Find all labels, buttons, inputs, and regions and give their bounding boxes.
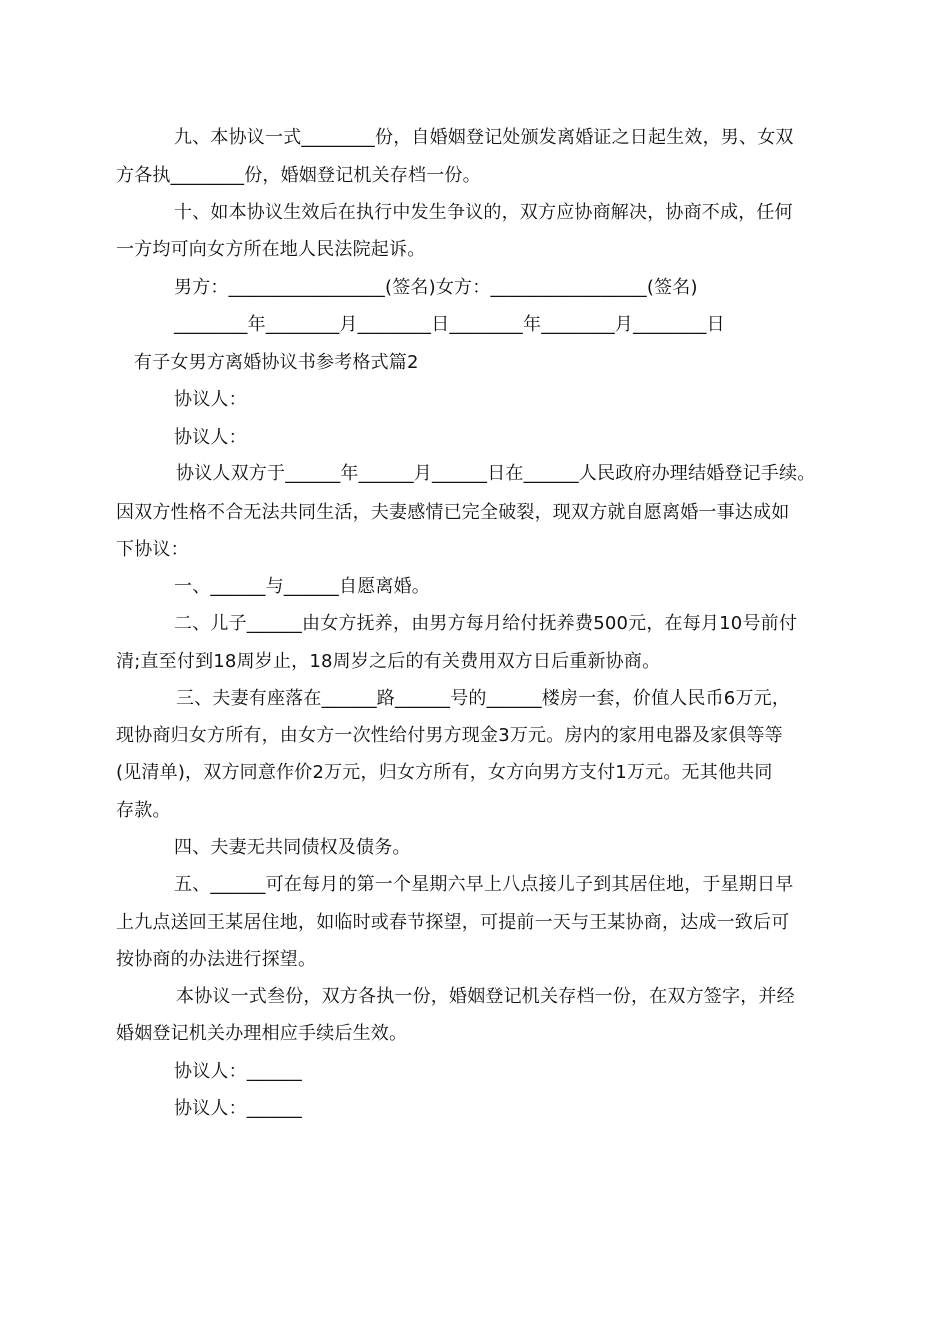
party-line-1: 协议人： — [174, 389, 247, 410]
clause-10-line-2: 一方均可向女方所在地人民法院起诉。 — [116, 239, 426, 260]
clause-5-line-1: 五、______可在每月的第一个星期六早上八点接儿子到其居住地，于星期日早 — [174, 874, 794, 895]
clause-9-line-2: 方各执________份，婚姻登记机关存档一份。 — [116, 165, 481, 186]
clause-2-line-1: 二、儿子______由女方抚养，由男方每月给付抚养费500元，在每月10号前付 — [174, 613, 798, 634]
date-line: ________年________月________日________年________月________日 — [174, 314, 725, 335]
clause-4-line-1: 四、夫妻无共同债权及债务。 — [174, 837, 411, 858]
clause-9-line-1: 九、本协议一式________份，自婚姻登记处颁发离婚证之日起生效，男、女双 — [174, 127, 794, 148]
clause-1-line-1: 一、______与______自愿离婚。 — [174, 576, 430, 597]
closing-line-2: 婚姻登记机关办理相应手续后生效。 — [116, 1023, 408, 1044]
signature-party-2: 协议人：______ — [174, 1098, 302, 1119]
signature-line: 男方：_________________(签名)女方：_________________(签名) — [174, 277, 698, 298]
section-heading: 有子女男方离婚协议书参考格式篇2 — [134, 352, 419, 373]
clause-3-line-4: 存款。 — [116, 800, 171, 821]
intro-line-2: 因双方性格不合无法共同生活，夫妻感情已完全破裂，现双方就自愿离婚一事达成如 — [116, 502, 790, 523]
clause-2-line-2: 清;直至付到18周岁止，18周岁之后的有关费用双方日后重新协商。 — [116, 651, 661, 672]
clause-5-line-3: 按协商的办法进行探望。 — [116, 949, 317, 970]
clause-3-line-2: 现协商归女方所有，由女方一次性给付男方现金3万元。房内的家用电器及家俱等等 — [116, 725, 783, 746]
clause-5-line-2: 上九点送回王某居住地，如临时或春节探望，可提前一天与王某协商，达成一致后可 — [116, 912, 790, 933]
intro-line-1: 协议人双方于______年______月______日在______人民政府办理结婚登记手续。 — [176, 463, 816, 484]
clause-3-line-1: 三、夫妻有座落在______路______号的______楼房一套，价值人民币6万元， — [176, 688, 791, 709]
closing-line-1: 本协议一式叁份，双方各执一份，婚姻登记机关存档一份，在双方签字，并经 — [176, 986, 795, 1007]
party-line-2: 协议人： — [174, 427, 247, 448]
clause-3-line-3: (见清单)，双方同意作价2万元，归女方所有，女方向男方支付1万元。无其他共同 — [116, 762, 773, 783]
signature-party-1: 协议人：______ — [174, 1061, 302, 1082]
clause-10-line-1: 十、如本协议生效后在执行中发生争议的，双方应协商解决，协商不成，任何 — [174, 202, 793, 223]
intro-line-3: 下协议： — [116, 539, 189, 560]
